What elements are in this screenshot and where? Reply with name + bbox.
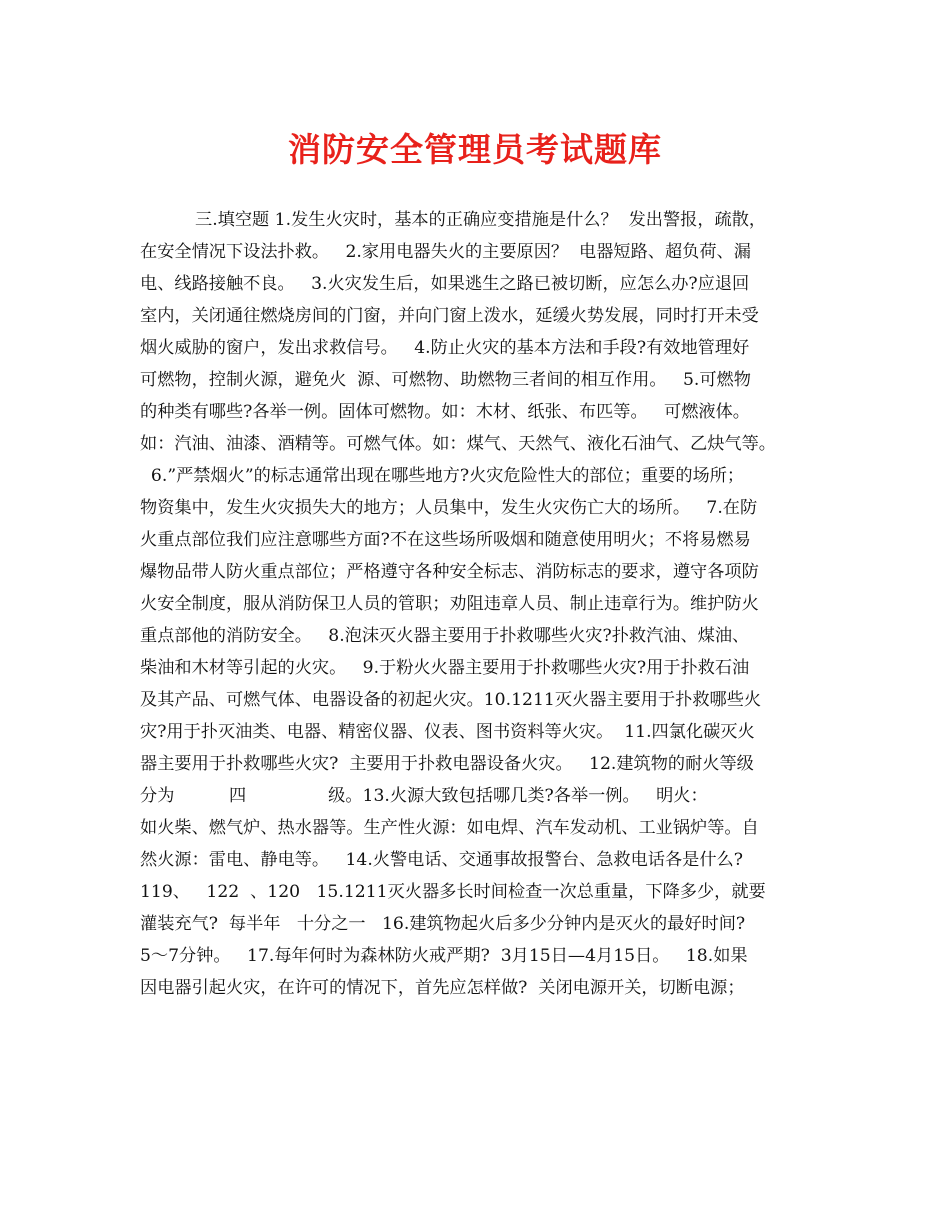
text-line: 电、线路接触不良。 3.火灾发生后，如果逃生之路已被切断，应怎么办?应退回 [140, 274, 750, 294]
text-line: 然火源：雷电、静电等。 14.火警电话、交通事故报警台、急救电话各是什么? [140, 850, 743, 870]
text-line: 三.填空题 1.发生火灾时，基本的正确应变措施是什么？ 发出警报，疏散， [195, 210, 767, 230]
text-line: 如：汽油、油漆、酒精等。可燃气体。如：煤气、天然气、液化石油气、乙炔气等。 [140, 434, 776, 454]
text-line: 可燃物，控制火源，避免火 源、可燃物、助燃物三者间的相互作用。 5.可燃物 [140, 370, 751, 390]
text-line: 及其产品、可燃气体、电器设备的初起火灾。10.1211灭火器主要用于扑救哪些火 [140, 690, 762, 710]
text-line: 分为 四 级。13.火源大致包括哪几类?各举一例。 明火： [140, 786, 708, 806]
text-line: 灾?用于扑灭油类、电器、精密仪器、仪表、图书资料等火灾。 11.四氯化碳灭火 [140, 722, 755, 742]
text-line: 爆物品带人防火重点部位；严格遵守各种安全标志、消防标志的要求，遵守各项防 [140, 562, 759, 582]
text-line: 的种类有哪些?各举一例。固体可燃物。如：木材、纸张、布匹等。 可燃液体。 [140, 402, 750, 422]
text-line: 因电器引起火灾，在许可的情况下，首先应怎样做? 关闭电源开关，切断电源； [140, 978, 745, 998]
text-line: 6.”严禁烟火”的标志通常出现在哪些地方?火灾危险性大的部位；重要的场所； [140, 466, 745, 486]
text-line: 重点部他的消防安全。 8.泡沫灭火器主要用于扑救哪些火灾?扑救汽油、煤油、 [140, 626, 750, 646]
text-line: 5～7分钟。 17.每年何时为森林防火戒严期? 3月15日—4月15日。 18.如果 [140, 946, 748, 966]
document-title: 消防安全管理员考试题库 [288, 130, 662, 169]
text-line: 物资集中，发生火灾损失大的地方；人员集中，发生火灾伤亡大的场所。 7.在防 [140, 498, 758, 518]
text-line: 室内，关闭通往燃烧房间的门窗，并向门窗上泼水，延缓火势发展，同时打开未受 [140, 306, 759, 326]
document-body [140, 204, 816, 1004]
text-line: 如火柴、燃气炉、热水器等。生产性火源：如电焊、汽车发动机、工业锅炉等。自 [140, 818, 759, 838]
text-line: 在安全情况下设法扑救。 2.家用电器失火的主要原因？ 电器短路、超负荷、漏 [140, 242, 751, 262]
text-line: 烟火威胁的窗户，发出求救信号。 4.防止火灾的基本方法和手段?有效地管理好 [140, 338, 750, 358]
text-line: 灌装充气? 每半年 十分之一 16.建筑物起火后多少分钟内是灭火的最好时间? [140, 914, 746, 934]
text-line: 柴油和木材等引起的火灾。 9.于粉火火器主要用于扑救哪些火灾?用于扑救石油 [140, 658, 750, 678]
text-line: 火重点部位我们应注意哪些方面?不在这些场所吸烟和随意使用明火；不将易燃易 [140, 530, 751, 550]
text-line: 器主要用于扑救哪些火灾? 主要用于扑救电器设备火灾。 12.建筑物的耐火等级 [140, 754, 754, 774]
text-line: 火安全制度，服从消防保卫人员的管职；劝阻违章人员、制止违章行为。维护防火 [140, 594, 759, 614]
text-line: 119、 122 、120 15.1211灭火器多长时间检查一次总重量，下降多少，就要 [140, 882, 766, 902]
